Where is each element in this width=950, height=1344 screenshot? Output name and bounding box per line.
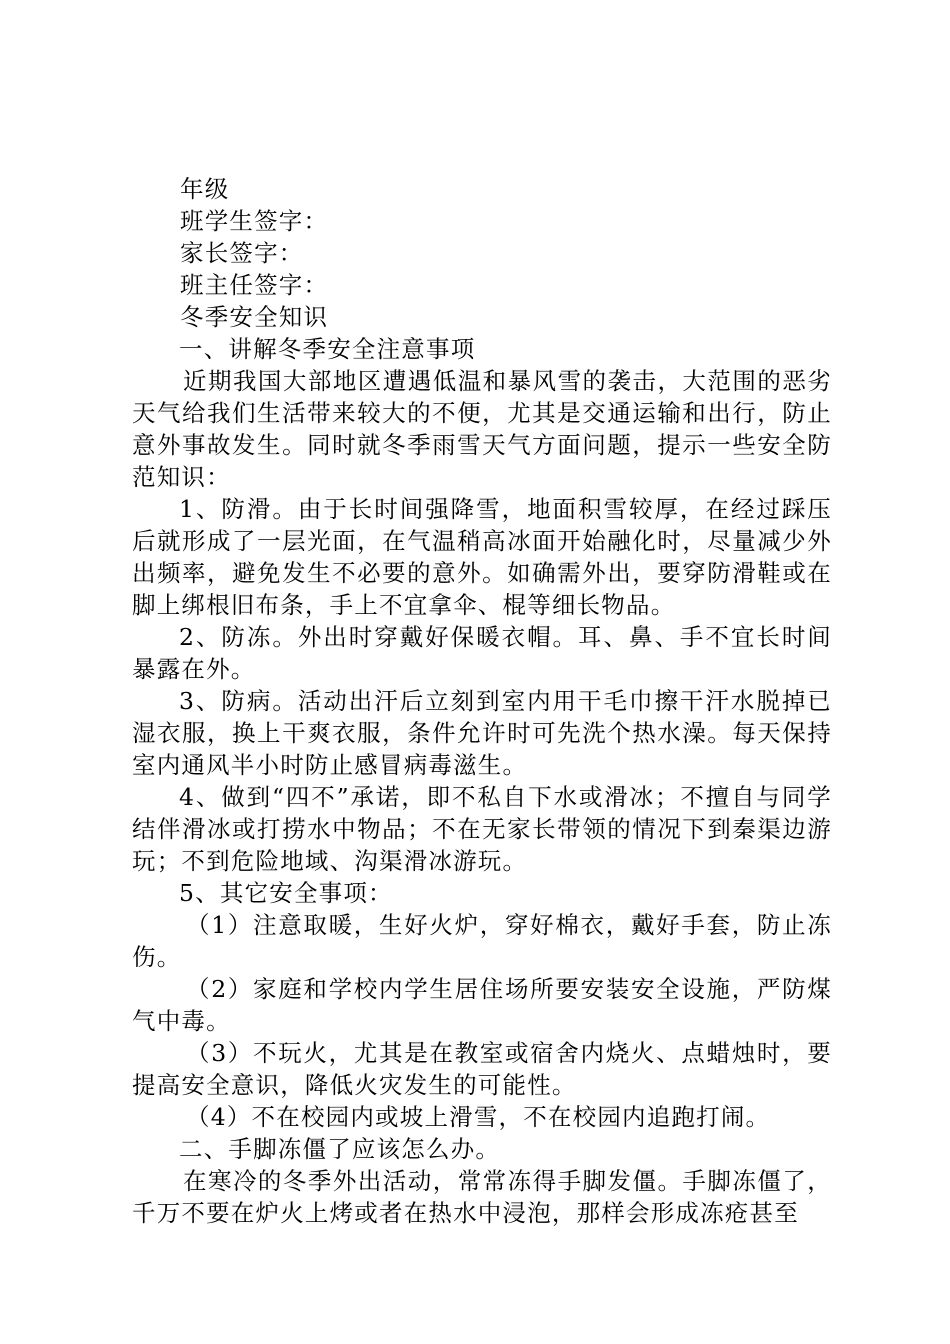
- item-3-paragraph: 3、防病。活动出汗后立刻到室内用干毛巾擦干汗水脱掉已湿衣服，换上干爽衣服，条件允许时可先洗个热水澡。每天保持室内通风半小时防止感冒病毒滋生。: [132, 687, 832, 779]
- grade-label: 年级: [180, 175, 230, 203]
- item-2-paragraph: 2、防冻。外出时穿戴好保暖衣帽。耳、鼻、手不宜长时间暴露在外。: [132, 623, 832, 683]
- section-2-paragraph: 在寒冷的冬季外出活动，常常冻得手脚发僵。手脚冻僵了，千万不要在炉火上烤或者在热水中浸泡，那样会形成冻疮甚至: [132, 1167, 832, 1227]
- subitem-3-paragraph: （3）不玩火，尤其是在教室或宿舍内烧火、点蜡烛时，要提高安全意识，降低火灾发生的可能性。: [132, 1039, 832, 1099]
- document-body: [132, 173, 832, 1229]
- item-4-paragraph: 4、做到“四不”承诺，即不私自下水或滑冰；不擅自与同学结伴滑冰或打捞水中物品；不在无家长带领的情况下到秦渠边游玩；不到危险地域、沟渠滑冰游玩。: [132, 783, 832, 875]
- student-signature-label: 班学生签字：: [180, 207, 329, 235]
- item-5-paragraph: 5、其它安全事项：: [179, 879, 393, 907]
- section-heading-2: 二、手脚冻僵了应该怎么办。: [179, 1135, 501, 1163]
- teacher-signature-label: 班主任签字：: [180, 271, 329, 299]
- subitem-1-paragraph: （1）注意取暖，生好火炉，穿好棉衣，戴好手套，防止冻伤。: [132, 911, 832, 971]
- parent-signature-label: 家长签字：: [180, 239, 304, 267]
- subitem-4-paragraph: （4）不在校园内或坡上滑雪，不在校园内追跑打闹。: [186, 1103, 771, 1131]
- section-heading-1: 一、讲解冬季安全注意事项: [179, 335, 476, 363]
- subitem-2-paragraph: （2）家庭和学校内学生居住场所要安装安全设施，严防煤气中毒。: [132, 975, 832, 1035]
- document-title: 冬季安全知识: [180, 303, 329, 331]
- intro-paragraph: 近期我国大部地区遭遇低温和暴风雪的袭击，大范围的恶劣天气给我们生活带来较大的不便，尤其是交通运输和出行，防止意外事故发生。同时就冬季雨雪天气方面问题，提示一些安全防范知识：: [132, 367, 832, 491]
- item-1-paragraph: 1、防滑。由于长时间强降雪，地面积雪较厚，在经过踩压后就形成了一层光面，在气温稍高冰面开始融化时，尽量减少外出频率，避免发生不必要的意外。如确需外出，要穿防滑鞋或在脚上绑根旧布条，手上不宜拿伞、棍等细长物品。: [132, 495, 832, 619]
